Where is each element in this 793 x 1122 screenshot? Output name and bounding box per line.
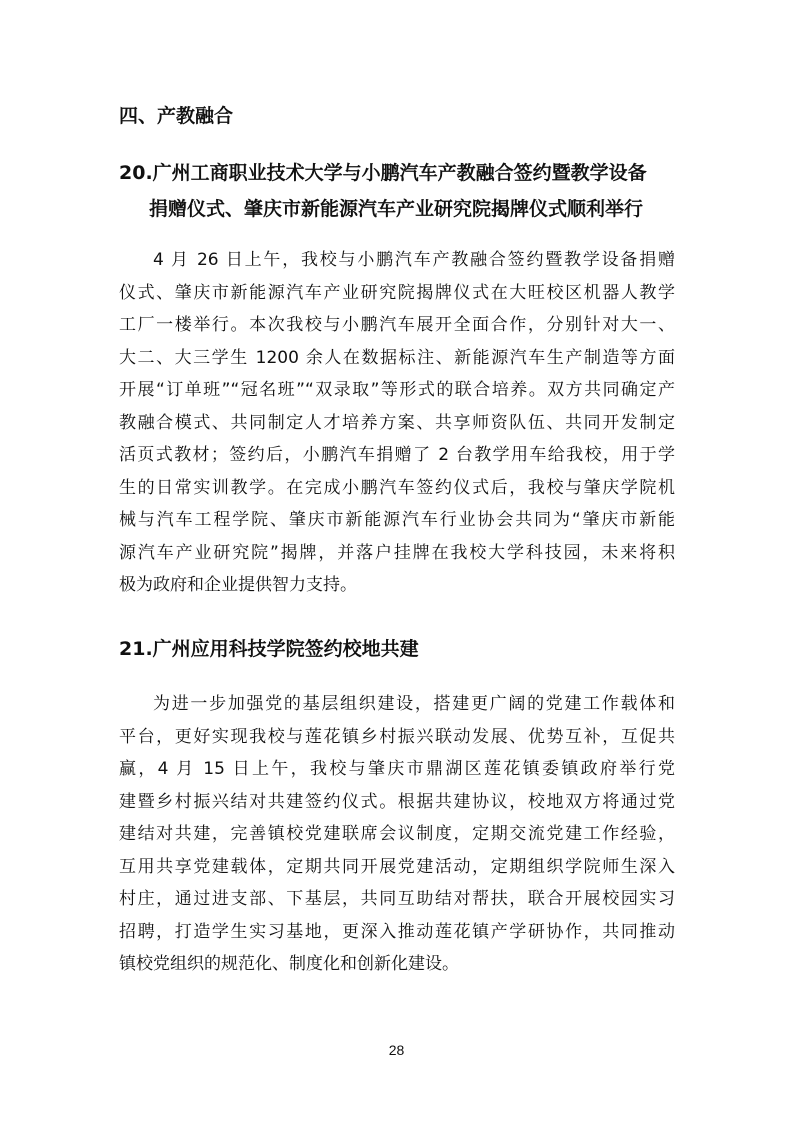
section-heading: 四、产教融合 <box>119 105 234 127</box>
body-line: 开展“订单班”“冠名班”“双录取”等形式的联合培养。双方共同确定产 <box>119 380 675 400</box>
body-line: 村庄，通过进支部、下基层，共同互助结对帮扶，联合开展校园实习 <box>119 889 675 909</box>
body-line: 活页式教材；签约后，小鹏汽车捐赠了 2 台教学用车给我校，用于学 <box>119 445 675 465</box>
article-title-21 <box>119 631 679 667</box>
body-line: 招聘，打造学生实习基地，更深入推动莲花镇产学研协作，共同推动 <box>119 921 675 942</box>
body-line: 生的日常实训教学。在完成小鹏汽车签约仪式后，我校与肇庆学院机 <box>119 477 675 498</box>
body-line: 4 月 26 日上午，我校与小鹏汽车产教融合签约暨教学设备捐赠 <box>153 250 675 270</box>
body-line: 镇校党组织的规范化、制度化和创新化建设。 <box>119 954 459 974</box>
body-line: 为进一步加强党的基层组织建设，搭建更广阔的党建工作载体和 <box>153 694 675 714</box>
body-line: 大二、大三学生 1200 余人在数据标注、新能源汽车生产制造等方面 <box>119 347 675 368</box>
body-line: 仪式、肇庆市新能源汽车产业研究院揭牌仪式在大旺校区机器人教学 <box>119 282 675 303</box>
article-title-line: 21.广州应用科技学院签约校地共建 <box>119 638 419 660</box>
body-line: 互用共享党建载体，定期共同开展党建活动，定期组织学院师生深入 <box>119 856 675 877</box>
body-line: 建暨乡村振兴结对共建签约仪式。根据共建协议，校地双方将通过党 <box>119 791 675 812</box>
body-line: 源汽车产业研究院”揭牌，并落户挂牌在我校大学科技园，未来将积 <box>119 542 675 563</box>
article-title-line: 20.广州工商职业技术大学与小鹏汽车产教融合签约暨教学设备 <box>119 162 647 184</box>
body-line: 械与汽车工程学院、肇庆市新能源汽车行业协会共同为“肇庆市新能 <box>119 510 675 530</box>
article-body-20 <box>119 244 675 602</box>
article-title-20 <box>119 155 679 227</box>
article-body-21 <box>119 688 675 981</box>
body-line: 赢，4 月 15 日上午，我校与肇庆市鼎湖区莲花镇委镇政府举行党 <box>119 759 675 779</box>
body-line: 平台，更好实现我校与莲花镇乡村振兴联动发展、优势互补，互促共 <box>119 726 675 747</box>
body-line: 极为政府和企业提供智力支持。 <box>119 575 357 595</box>
body-line: 教融合模式、共同制定人才培养方案、共享师资队伍、共同开发制定 <box>119 412 675 433</box>
article-title-line: 捐赠仪式、肇庆市新能源汽车产业研究院揭牌仪式顺利举行 <box>149 198 644 220</box>
body-line: 建结对共建，完善镇校党建联席会议制度，定期交流党建工作经验， <box>119 824 675 844</box>
body-line: 工厂一楼举行。本次我校与小鹏汽车展开全面合作，分别针对大一、 <box>119 315 675 335</box>
page-number: 28 <box>388 1042 405 1058</box>
